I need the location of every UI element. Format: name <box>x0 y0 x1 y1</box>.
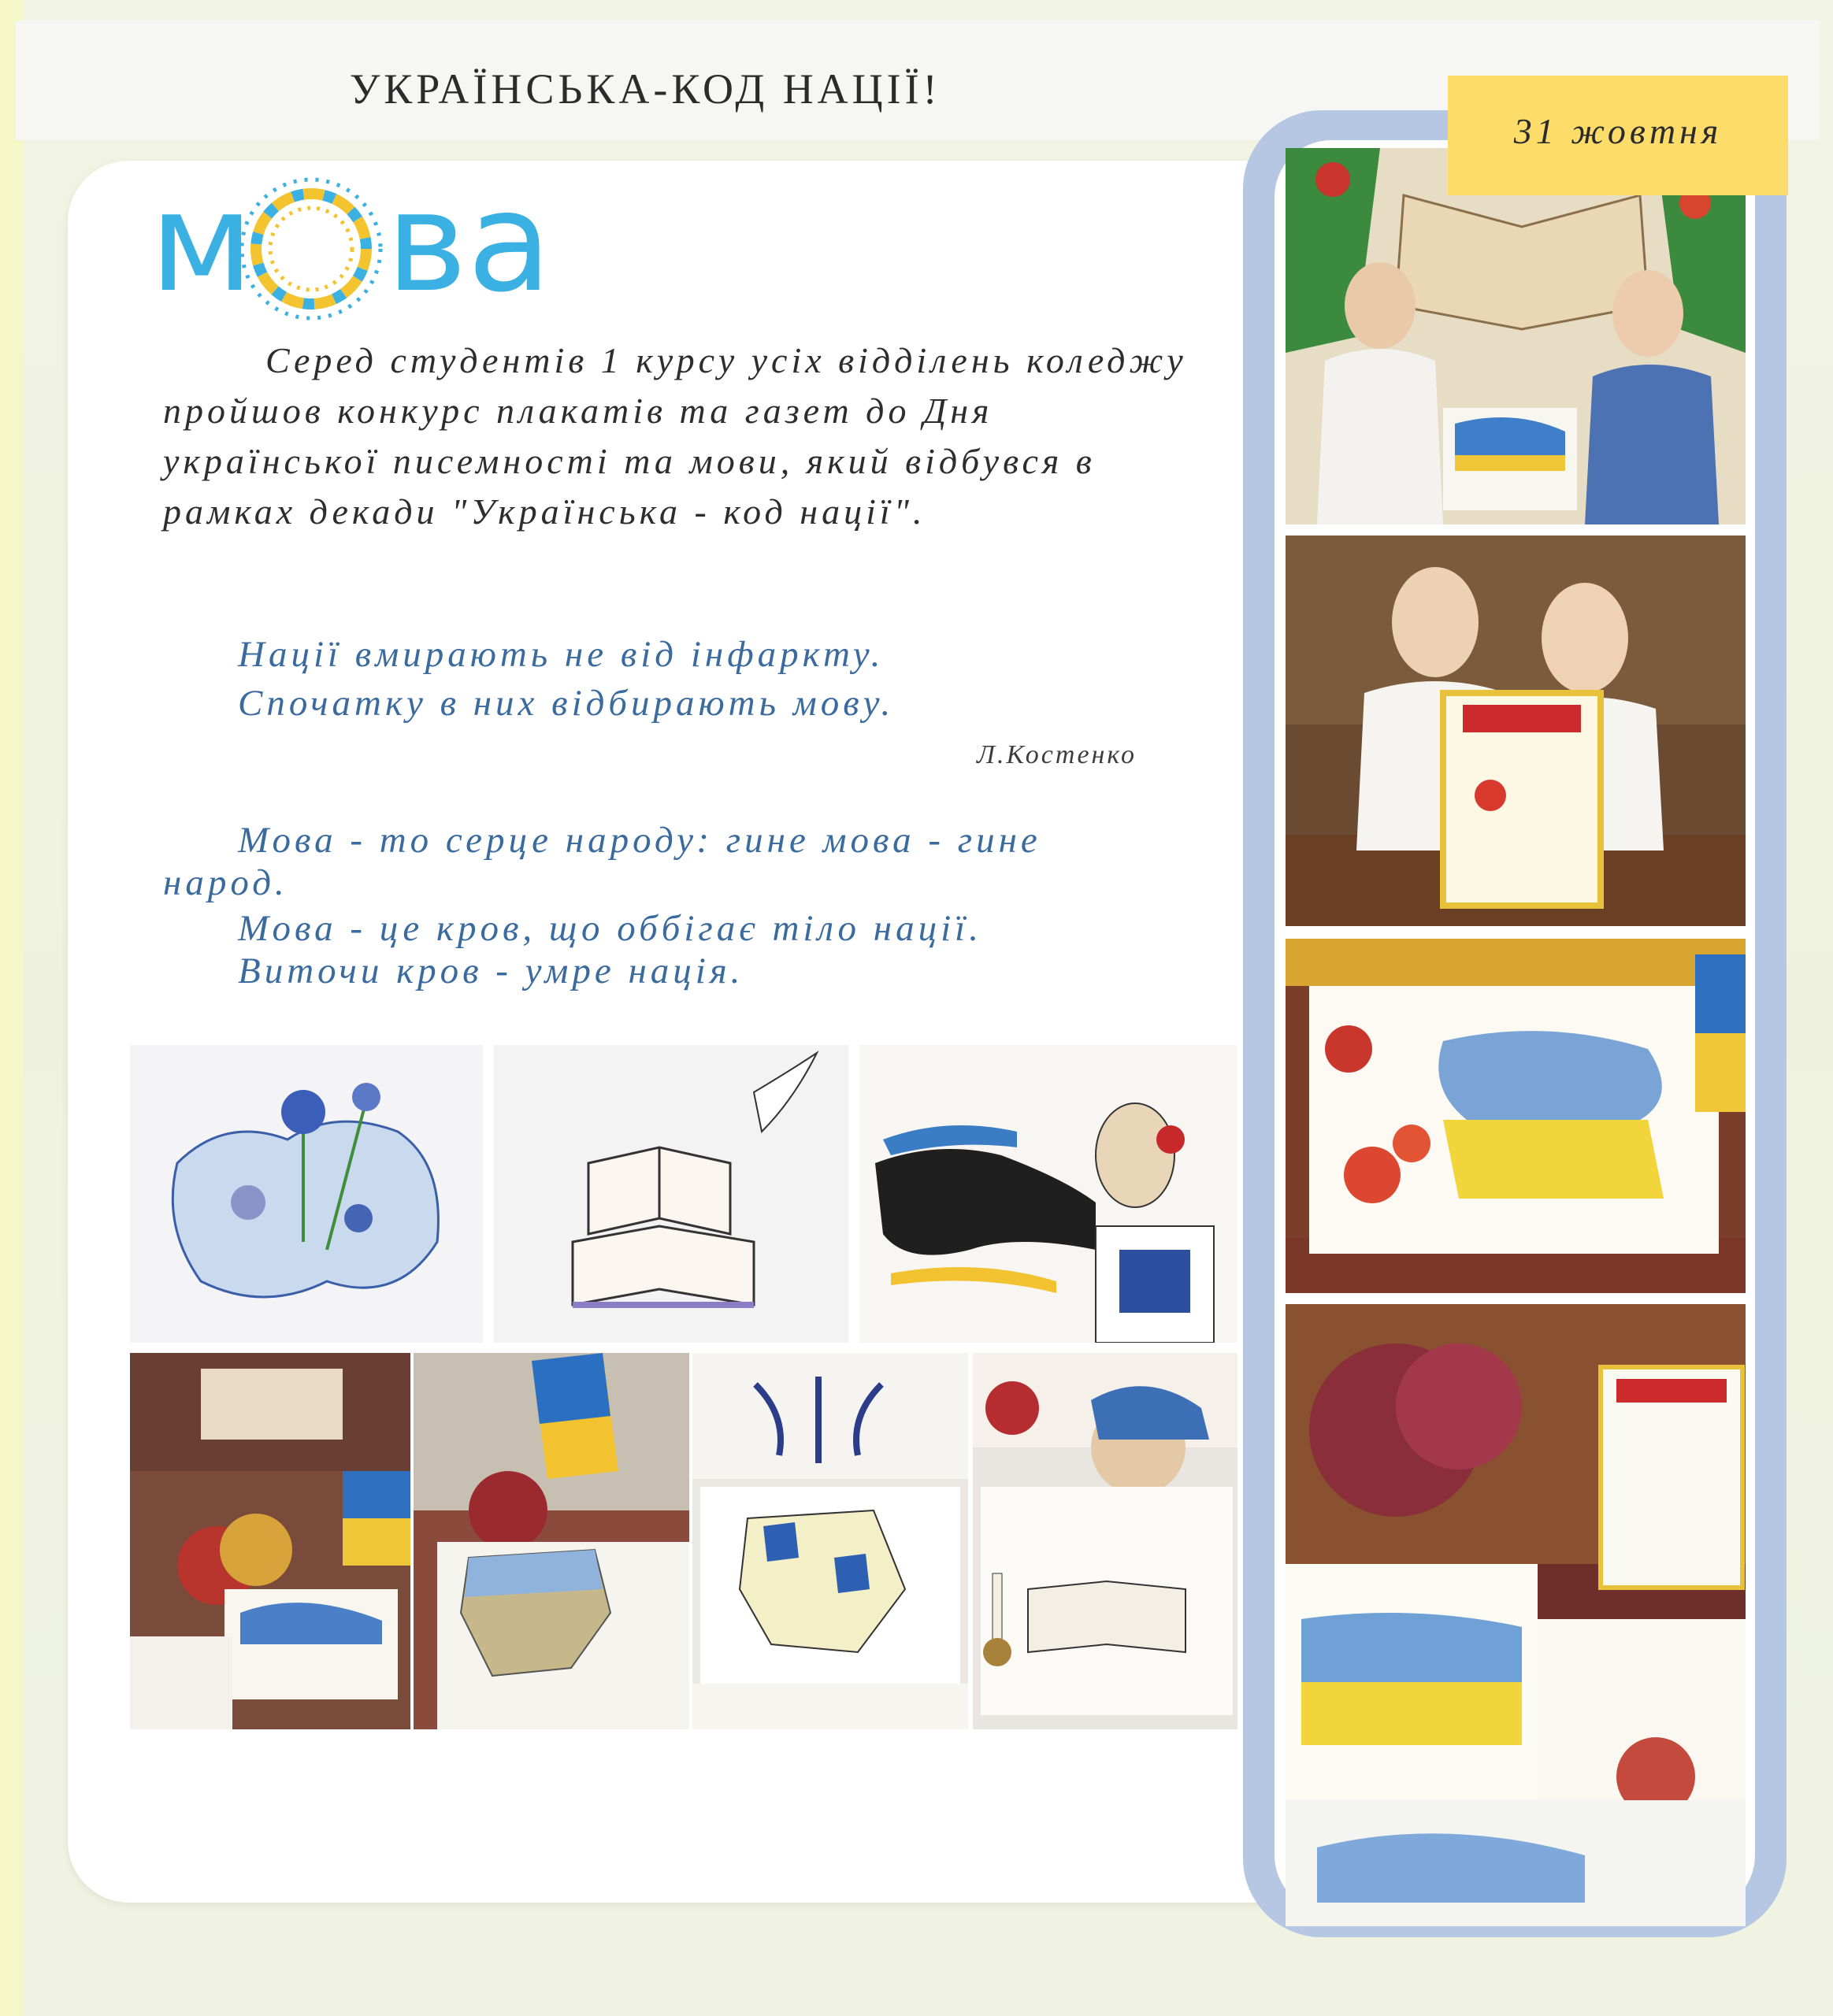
photo-two-students-embroidery <box>1286 148 1746 524</box>
poster-photo-display-2 <box>414 1353 689 1729</box>
left-yellow-strip <box>0 0 24 2016</box>
quote2-line1: Мова - то серце народу: гине мова - гине <box>238 820 1041 861</box>
photo-posters-chrysanthemums <box>1286 1304 1746 1926</box>
page-title: УКРАЇНСЬКА-КОД НАЦІЇ! <box>350 65 941 113</box>
svg-text:м: м <box>150 164 254 323</box>
quote2-line4: Виточи кров - умре нація. <box>238 951 744 991</box>
photo-two-students-poster <box>1286 536 1746 926</box>
poster-photo-open-book <box>494 1045 848 1343</box>
quote1-line1: Нації вмирають не від інфаркту. <box>238 634 885 675</box>
poster-photo-flowers-map <box>130 1045 483 1343</box>
quote1-author: Л.Костенко <box>977 740 1137 769</box>
date-text: 31 жовтня <box>1513 111 1723 151</box>
intro-paragraph: Серед студентів 1 курсу усіх відділень коледжу пройшов конкурс плакатів та газет до Дня української писемності та мови, який відбувся в рамках декади "Українська - код нації". <box>163 340 1187 532</box>
poster-photo-girl-dove <box>859 1045 1237 1343</box>
poster-photo-display-1 <box>130 1353 410 1729</box>
photo-poster-display-kalyna <box>1286 939 1746 1293</box>
quote2-line2: народ. <box>163 862 288 903</box>
poster-photo-display-3 <box>692 1353 968 1729</box>
poster-photo-display-4 <box>973 1353 1237 1729</box>
quote1-line2: Спочатку в них відбирають мову. <box>238 683 895 724</box>
mova-logo <box>150 164 614 337</box>
svg-text:ва: ва <box>386 164 552 323</box>
quote2-line3: Мова - це кров, що оббігає тіло нації. <box>238 908 982 949</box>
